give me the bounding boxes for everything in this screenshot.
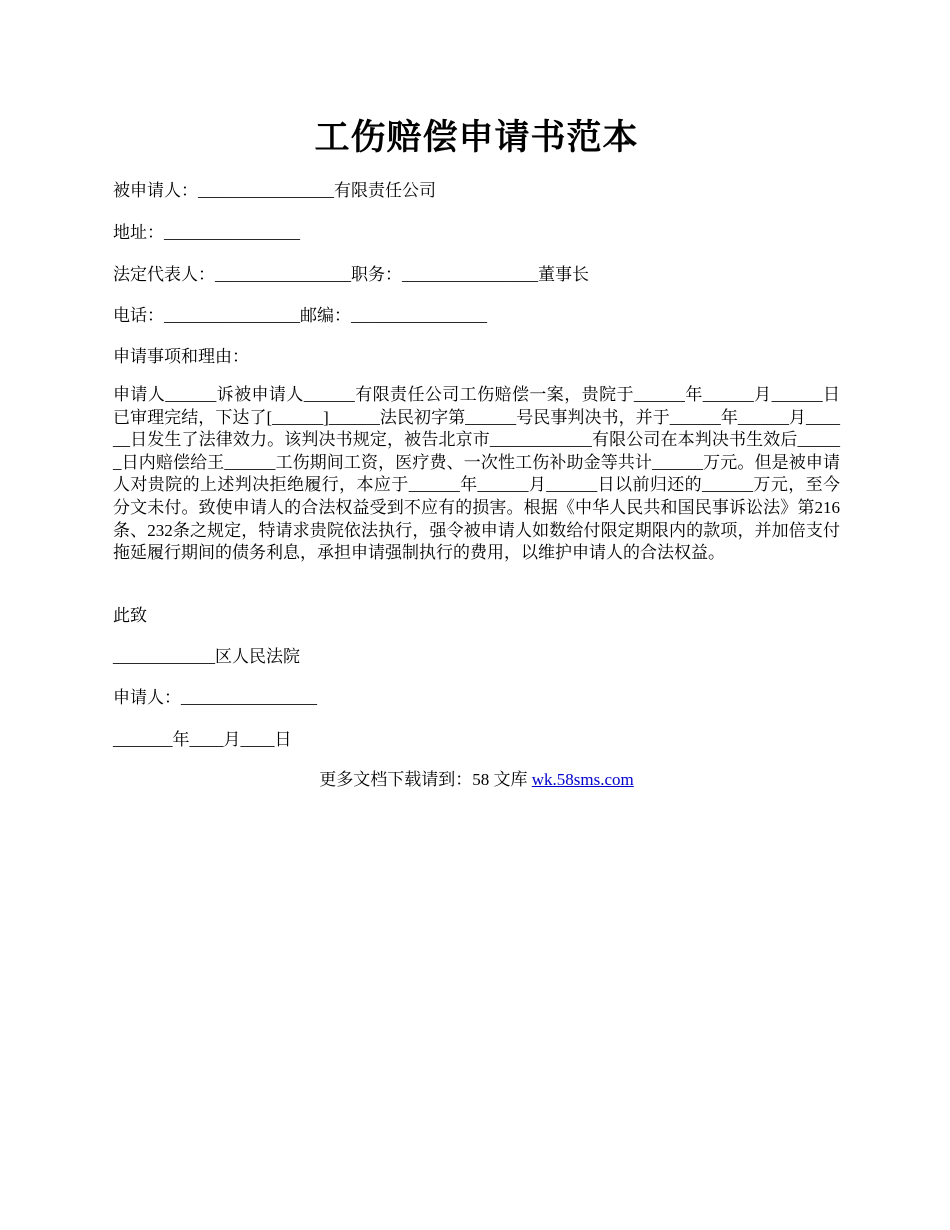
date-line: _______年____月____日	[113, 730, 292, 749]
phone-line: 电话：________________邮编：________________	[113, 306, 487, 325]
document-title: 工伤赔偿申请书范本	[314, 118, 639, 157]
address-line: 地址：________________	[113, 223, 300, 242]
legal-rep-line: 法定代表人：________________职务：________________董事长	[113, 265, 589, 284]
body-paragraph: 申请人______诉被申请人______有限责任公司工伤赔偿一案，贵院于______年______月______日已审理完结，下达了[______]______法民初字第______号民事判决书，并于______年______月______日发生了法律效力。该判决书规定，被告北京市____________有限公司在本判决书生效后______日内赔偿给王______工伤期间工资，医疗费、一次性工伤补助金等共计______万元。但是被申请人对贵院的上述判决拒绝履行，本应于______年______月______日以前归还的______万元，至今分文未付。致使申请人的合法权益受到不应有的损害。根据《中华人民共和国民事诉讼法》第216条、232条之规定，特请求贵院依法执行，强令被申请人如数给付限定期限内的款项，并加倍支付拖延履行期间的债务利息，承担申请强制执行的费用，以维护申请人的合法权益。	[113, 385, 840, 563]
salutation: 此致	[113, 606, 147, 625]
respondent-line: 被申请人：________________有限责任公司	[113, 181, 436, 200]
applicant-line: 申请人：________________	[113, 688, 317, 707]
footer-prefix: 更多文档下载请到：58 文库	[319, 770, 532, 789]
footer	[113, 769, 840, 791]
matters-heading: 申请事项和理由：	[113, 347, 249, 366]
footer-link[interactable]: wk.58sms.com	[531, 770, 634, 789]
court-line: ____________区人民法院	[113, 647, 300, 666]
